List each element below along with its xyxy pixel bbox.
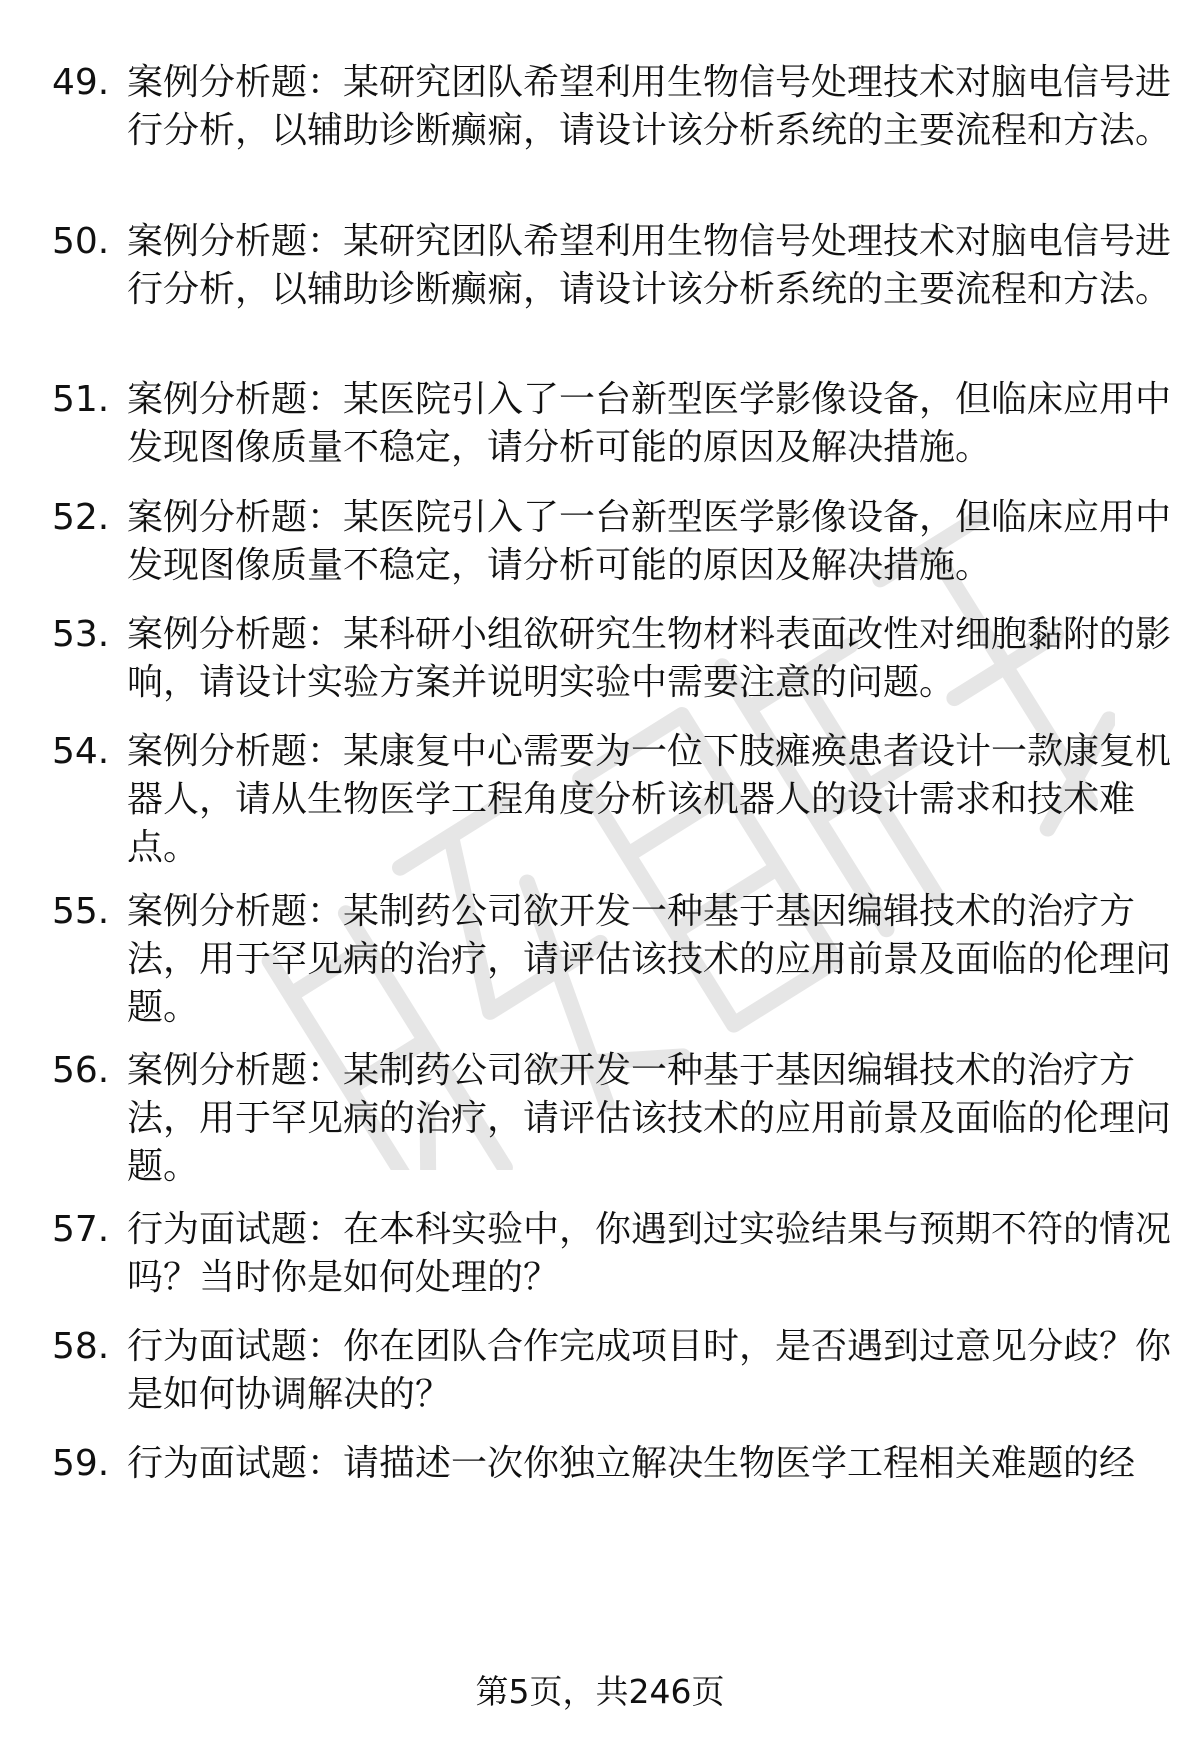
- question-number: 59.: [52, 1443, 110, 1484]
- question-number: 54.: [52, 731, 110, 772]
- question-number: 50.: [52, 221, 110, 262]
- question-text: 案例分析题：某研究团队希望利用生物信号处理技术对脑电信号进行分析，以辅助诊断癫痫，请设计该分析系统的主要流程和方法。: [127, 221, 1172, 310]
- question-number: 57.: [52, 1209, 110, 1250]
- question-number: 58.: [52, 1326, 110, 1367]
- question-number: 53.: [52, 614, 110, 655]
- question-text: 案例分析题：某医院引入了一台新型医学影像设备，但临床应用中发现图像质量不稳定，请分析可能的原因及解决措施。: [127, 497, 1172, 586]
- question-text: 行为面试题：请描述一次你独立解决生物医学工程相关难题的经: [127, 1443, 1136, 1484]
- question-text: 案例分析题：某科研小组欲研究生物材料表面改性对细胞黏附的影响，请设计实验方案并说明实验中需要注意的问题。: [127, 614, 1172, 703]
- question-text: 行为面试题：你在团队合作完成项目时，是否遇到过意见分歧？你是如何协调解决的？: [127, 1326, 1172, 1415]
- question-number: 49.: [52, 62, 110, 103]
- question-number: 55.: [52, 891, 110, 932]
- question-text: 行为面试题：在本科实验中，你遇到过实验结果与预期不符的情况吗？当时你是如何处理的？: [127, 1209, 1172, 1298]
- question-text: 案例分析题：某制药公司欲开发一种基于基因编辑技术的治疗方法，用于罕见病的治疗，请评估该技术的应用前景及面临的伦理问题。: [127, 1050, 1172, 1187]
- question-text: 案例分析题：某研究团队希望利用生物信号处理技术对脑电信号进行分析，以辅助诊断癫痫，请设计该分析系统的主要流程和方法。: [127, 62, 1172, 151]
- question-text: 案例分析题：某制药公司欲开发一种基于基因编辑技术的治疗方法，用于罕见病的治疗，请评估该技术的应用前景及面临的伦理问题。: [127, 891, 1172, 1028]
- question-text: 案例分析题：某康复中心需要为一位下肢瘫痪患者设计一款康复机器人，请从生物医学工程角度分析该机器人的设计需求和技术难点。: [127, 731, 1172, 868]
- question-number: 51.: [52, 379, 110, 420]
- page-number-footer: 第5页，共246页: [475, 1672, 725, 1711]
- question-text: 案例分析题：某医院引入了一台新型医学影像设备，但临床应用中发现图像质量不稳定，请分析可能的原因及解决措施。: [127, 379, 1172, 468]
- question-number: 56.: [52, 1050, 110, 1091]
- question-number: 52.: [52, 497, 110, 538]
